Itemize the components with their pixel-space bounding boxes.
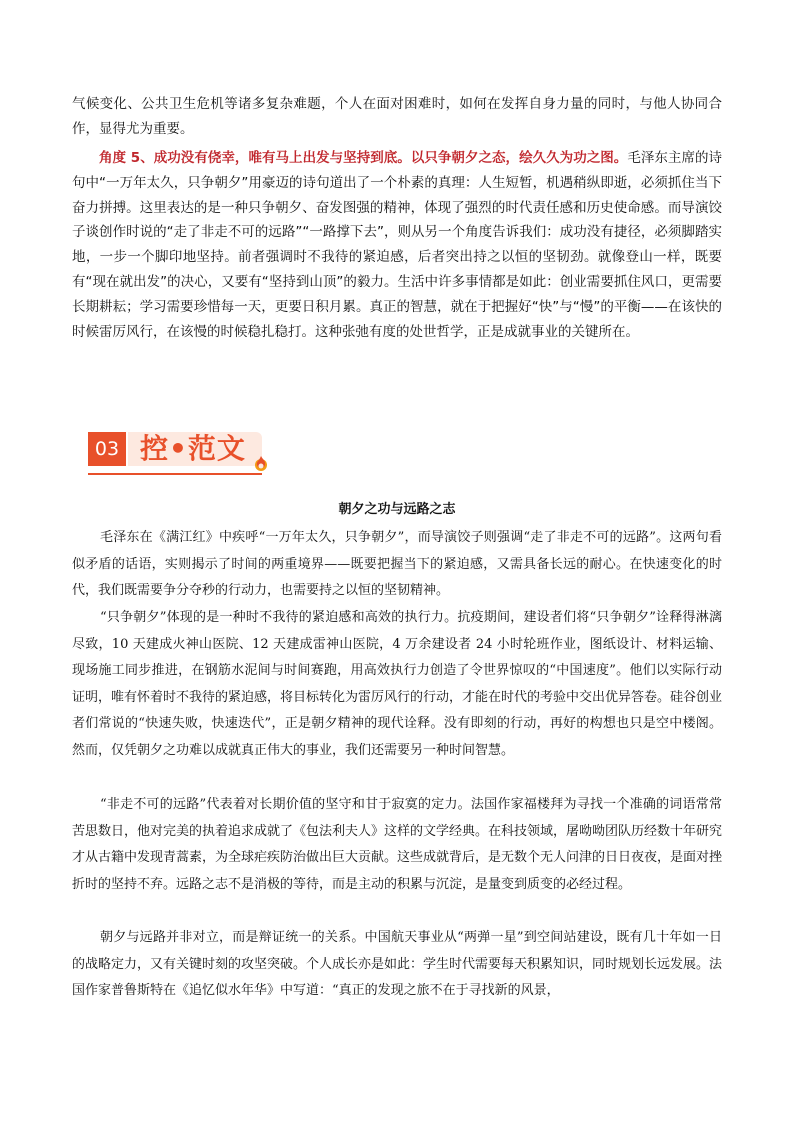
essay-paragraph: “只争朝夕”体现的是一种时不我待的紧迫感和高效的执行力。抗疫期间，建设者们将“只争朝夕”诠释得淋漓尽致，10 天建成火神山医院、12 天建成雷神山医院，4 万余建设者 24 小时轮班作业，图纸设计、材料运输、现场施工同步推进，在钢筋水泥间与时间赛跑，用高效执行力创造了令世界惊叹的“中国速度”。他们以实际行动证明，唯有怀着时不我待的紧迫感，将目标转化为雷厉风行的行动，才能在时代的考验中交出优异答卷。硅谷创业者们常说的“快速失败，快速迭代”，正是朝夕精神的现代诠释。没有即刻的行动，再好的构想也只是空中楼阁。然而，仅凭朝夕之功难以成就真正伟大的事业，我们还需要另一种时间智慧。 [72, 610, 723, 758]
intro-paragraph: 气候变化、公共卫生危机等诸多复杂难题，个人在面对困难时，如何在发挥自身力量的同时，与他人协同合作，显得尤为重要。 [72, 96, 722, 137]
essay-paragraph: 毛泽东在《满江红》中疾呼“一万年太久，只争朝夕”，而导演饺子则强调“走了非走不可的远路”。这两句看似矛盾的话语，实则揭示了时间的两重境界——既要把握当下的紧迫感，又需具备长远的耐心。在快速变化的时代，我们既需要争分夺秒的行动力，也需要持之以恒的坚韧精神。 [72, 530, 722, 599]
angle-5-body: 毛泽东主席的诗句中“一万年太久，只争朝夕”用豪迈的诗句道出了一个朴素的真理：人生短暂，机遇稍纵即逝，必须抓住当下奋力拼搏。这里表达的是一种只争朝夕、奋发图强的精神，体现了强烈的时代责任感和历史使命感。而导演饺子谈创作时说的“走了非走不可的远路”“一路撑下去”，则从另一个角度告诉我们：成功没有捷径，必须脚踏实地，一步一个脚印地坚持。前者强调时不我待的紧迫感，后者突出持之以恒的坚韧劲。就像登山一样，既要有“现在就出发”的决心，又要有“坚持到山顶”的毅力。生活中许多事情都是如此：创业需要抓住风口，更需要长期耕耘；学习需要珍惜每一天，更要日积月累。真正的智慧，就在于把握好“快”与“慢”的平衡——在该快的时候雷厉风行，在该慢的时候稳扎稳打。这种张弛有度的处世哲学，正是成就事业的关键所在。 [72, 150, 723, 340]
angle-5-paragraph [72, 146, 722, 344]
section-banner [88, 428, 278, 480]
section-number-badge: 03 [88, 432, 126, 466]
essay-paragraph: 朝夕与远路并非对立，而是辩证统一的关系。中国航天事业从“两弹一星”到空间站建设，既有几十年如一日的战略定力，又有关键时刻的攻坚突破。个人成长亦是如此：学生时代需要每天积累知识，同时规划长远发展。法国作家普鲁斯特在《追忆似水年华》中写道：“真正的发现之旅不在于寻找新的风景， [72, 930, 723, 999]
angle-5-heading: 角度 5、成功没有侥幸，唯有马上出发与坚持到底。以只争朝夕之态，绘久久为功之图。 [99, 150, 628, 166]
section-title: 控•范文 [140, 432, 246, 465]
essay-title: 朝夕之功与远路之志 [338, 502, 456, 517]
flame-icon [252, 454, 270, 472]
essay-paragraph: “非走不可的远路”代表着对长期价值的坚守和甘于寂寞的定力。法国作家福楼拜为寻找一个准确的词语常常苦思数日，他对完美的执着追求成就了《包法利夫人》这样的文学经典。在科技领域，屠呦呦团队历经数十年研究才从古籍中发现青蒿素，为全球疟疾防治做出巨大贡献。这些成就背后，是无数个无人问津的日日夜夜，是面对挫折时的坚持不弃。远路之志不是消极的等待，而是主动的积累与沉淀，是量变到质变的必经过程。 [72, 797, 723, 892]
section-underline [88, 473, 262, 475]
